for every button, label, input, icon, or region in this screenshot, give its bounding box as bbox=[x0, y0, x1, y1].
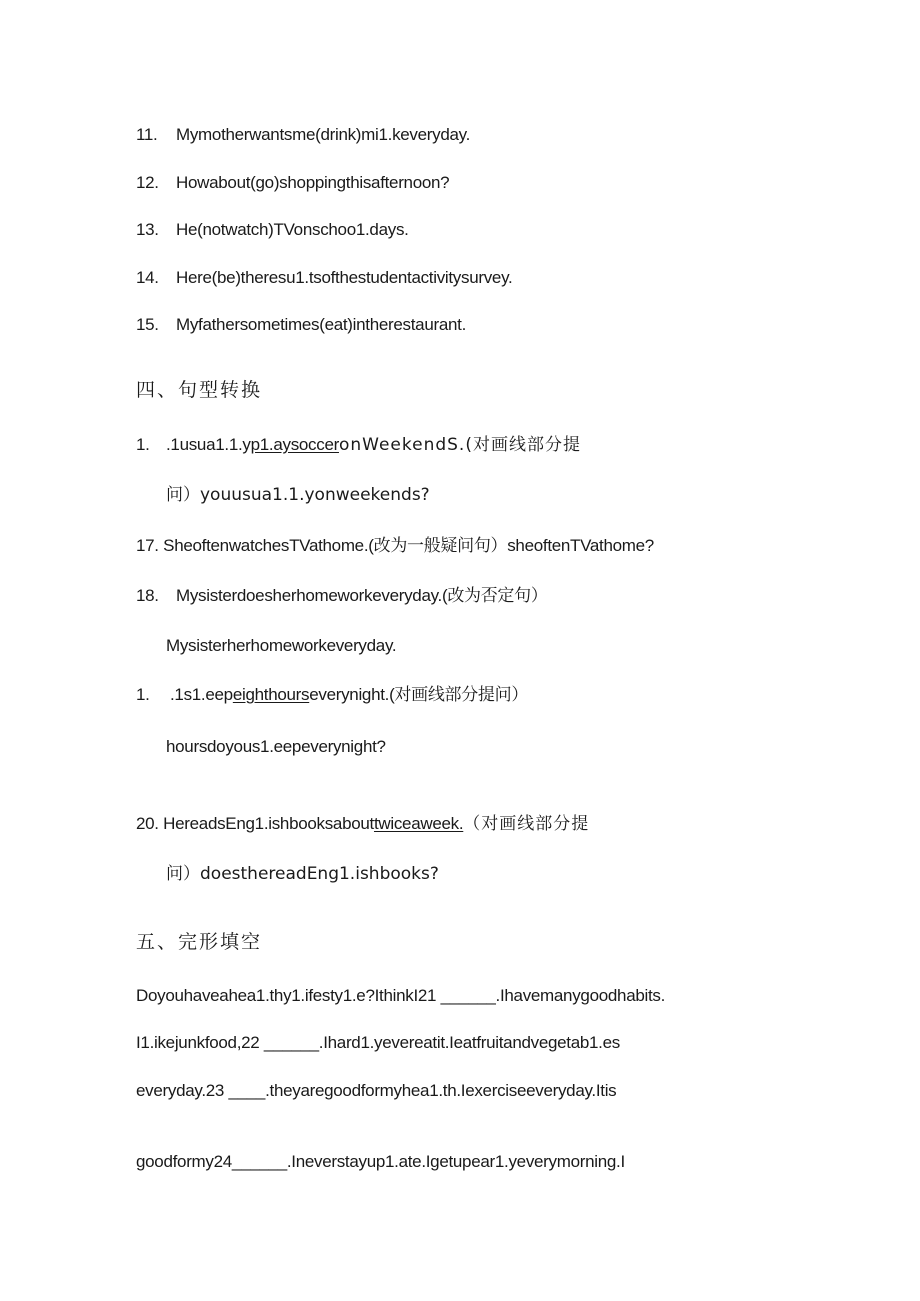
question-number: 14. bbox=[136, 268, 159, 287]
question-text-pre: 20. HereadsEng1.ishbooksabout bbox=[136, 814, 374, 833]
question-text-post: everynight.(对画线部分提问） bbox=[309, 685, 529, 704]
question-16-line2: 问）youusua1.1.yonweekends? bbox=[166, 485, 430, 505]
question-number: 1. bbox=[136, 685, 150, 704]
section-heading-cloze: 五、完形填空 bbox=[136, 931, 263, 953]
question-20-line2: 问）doesthereadEng1.ishbooks? bbox=[166, 864, 439, 884]
cloze-line-3: everyday.23 ____.theyaregoodformyhea1.th.Iexerciseeveryday.Itis bbox=[136, 1081, 617, 1100]
question-13 bbox=[136, 219, 409, 241]
question-14 bbox=[136, 267, 512, 289]
cloze-line-1: Doyouhaveahea1.thy1.ifesty1.e?IthinkI21 ______.Ihavemanygoodhabits. bbox=[136, 986, 666, 1005]
question-17: 17. SheoftenwatchesTVathome.(改为一般疑问句）sheoftenTVathome? bbox=[136, 536, 654, 555]
question-text-post: onWeekendS.(对画线部分提 bbox=[338, 435, 581, 455]
question-19-line2: hoursdoyous1.eepeverynight? bbox=[166, 737, 386, 756]
question-number: 1. bbox=[136, 435, 150, 454]
question-text: Mymotherwantsme(drink)mi1.keveryday. bbox=[176, 125, 471, 144]
question-number: 15. bbox=[136, 315, 159, 334]
question-text: Myfathersometimes(eat)intherestaurant. bbox=[176, 315, 467, 334]
underlined-phrase: p1.aysoccer bbox=[250, 435, 339, 454]
cloze-line-4: goodformy24______.Ineverstayup1.ate.Igetupear1.yeverymorning.I bbox=[136, 1152, 625, 1171]
question-16 bbox=[136, 434, 581, 456]
question-text-pre: .1usua1.1.y bbox=[166, 435, 251, 454]
section-heading-sentence-transformation: 四、句型转换 bbox=[136, 379, 263, 401]
question-20 bbox=[136, 813, 589, 835]
question-text: Howabout(go)shoppingthisafternoon? bbox=[176, 173, 450, 192]
question-number: 13. bbox=[136, 220, 159, 239]
question-12 bbox=[136, 172, 449, 194]
question-text-pre: .1s1.eep bbox=[170, 685, 233, 704]
question-text: He(notwatch)TVonschoo1.days. bbox=[176, 220, 409, 239]
question-15 bbox=[136, 314, 466, 336]
question-number: 11. bbox=[136, 125, 158, 144]
question-18 bbox=[136, 585, 548, 607]
cloze-line-2: I1.ikejunkfood,22 ______.Ihard1.yevereatit.Ieatfruitandvegetab1.es bbox=[136, 1033, 620, 1052]
question-19 bbox=[136, 684, 528, 706]
question-11 bbox=[136, 124, 470, 146]
underlined-phrase: eighthours bbox=[232, 685, 310, 704]
question-number: 12. bbox=[136, 173, 159, 192]
question-number: 18. bbox=[136, 586, 159, 605]
question-text: Here(be)theresu1.tsofthestudentactivitysurvey. bbox=[176, 268, 513, 287]
question-text: Mysisterdoesherhomeworkeveryday.(改为否定句） bbox=[176, 586, 548, 605]
underlined-phrase: twiceaweek. bbox=[373, 814, 464, 833]
question-18-line2: Mysisterherhomeworkeveryday. bbox=[166, 636, 397, 655]
question-text-post: （对画线部分提 bbox=[463, 814, 590, 834]
